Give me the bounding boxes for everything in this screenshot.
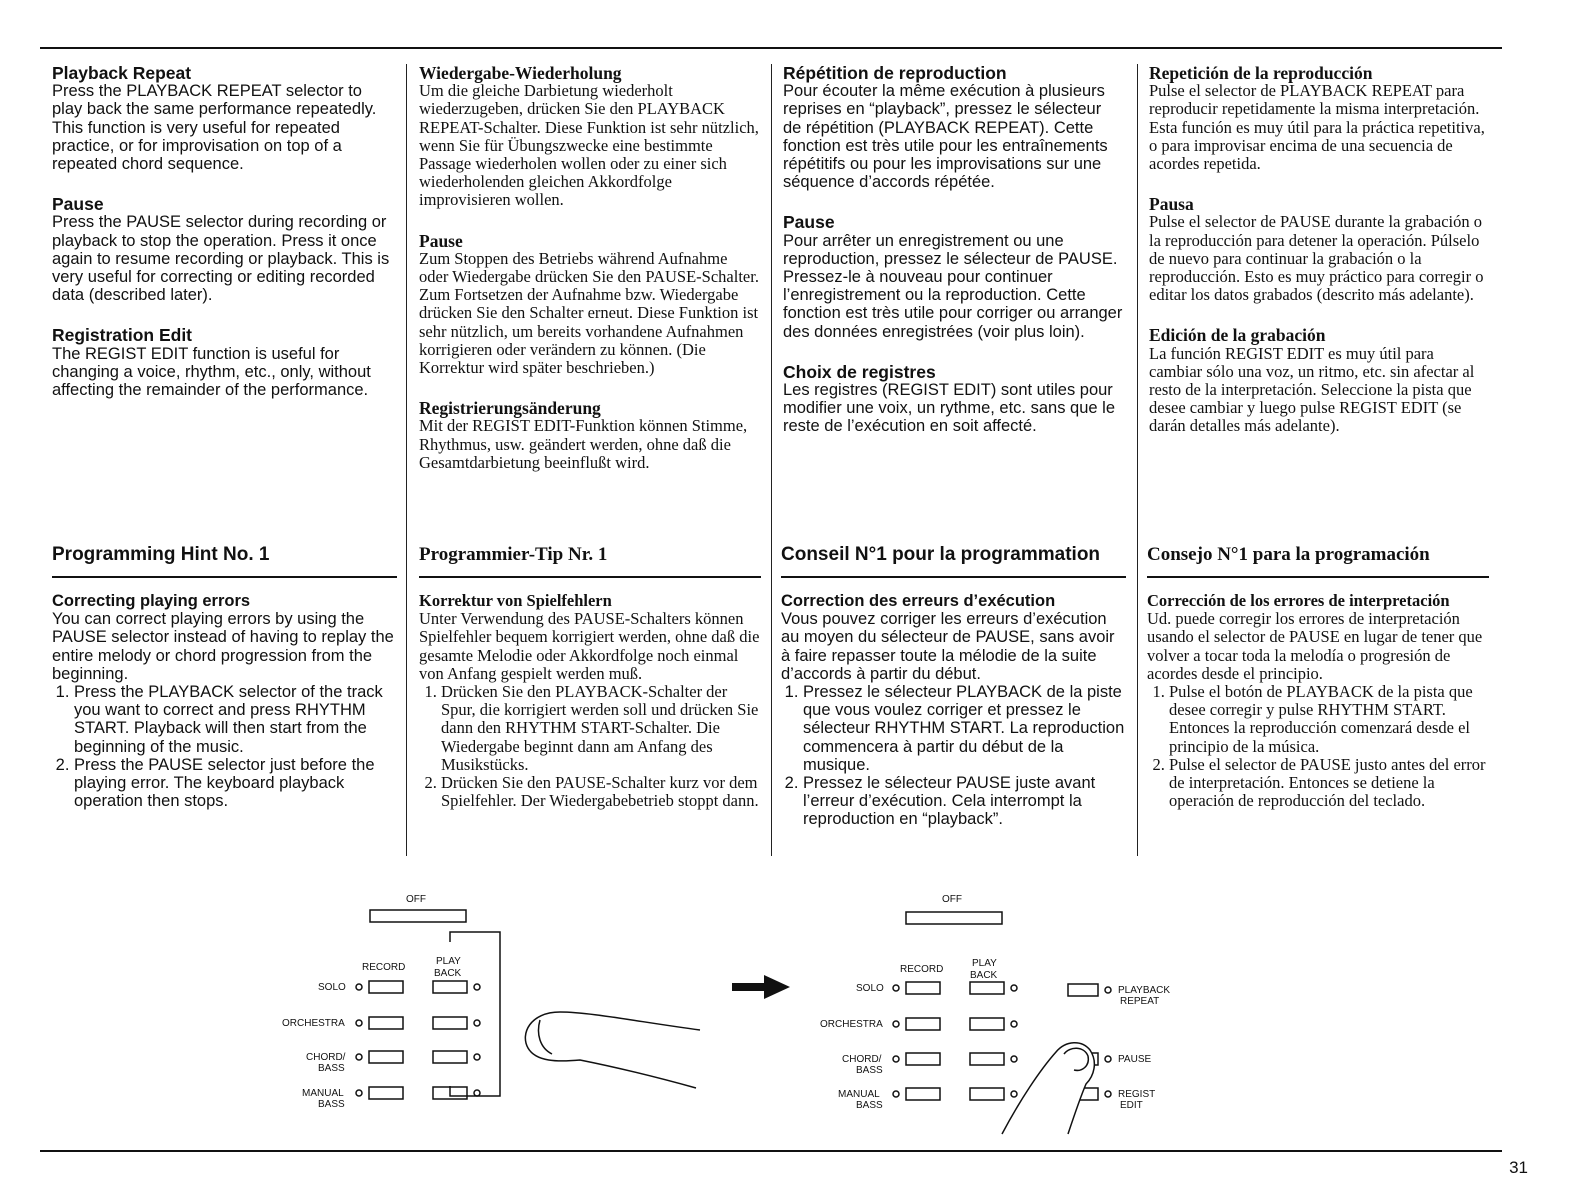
off-label: OFF bbox=[406, 894, 426, 905]
section-heading: Registrierungsänderung bbox=[419, 398, 601, 419]
off-button bbox=[906, 912, 1002, 924]
right-label: EDIT bbox=[1120, 1100, 1143, 1111]
section-body: Pour écouter la même exécution à plusieurs reprises en “playback”, pressez le sélecteur de répétition (PLAYBACK REPEAT). Cette fonction est très utile pour les entraînements répétitifs ou pour les improvisations sur une séquence d’accords répétée. bbox=[783, 82, 1108, 192]
column-english bbox=[52, 64, 392, 421]
record-label: RECORD bbox=[362, 962, 406, 973]
off-label: OFF bbox=[942, 894, 962, 905]
top-rule bbox=[40, 47, 1502, 49]
led bbox=[893, 1056, 899, 1062]
hint-title: Programming Hint No. 1 bbox=[52, 544, 397, 578]
row-label: MANUAL bbox=[838, 1089, 880, 1100]
playback-button bbox=[970, 1018, 1004, 1030]
record-button bbox=[369, 1051, 403, 1063]
hint-intro: You can correct playing errors by using the PAUSE selector instead of having to replay the entire melody or chord progression from the beginning. bbox=[52, 610, 394, 683]
led bbox=[893, 1091, 899, 1097]
section-heading: Registration Edit bbox=[52, 325, 193, 346]
bottom-rule bbox=[40, 1150, 1502, 1152]
section bbox=[783, 213, 1123, 340]
page-number: 31 bbox=[1509, 1158, 1528, 1177]
section-heading: Choix de registres bbox=[783, 361, 936, 382]
playback-button bbox=[433, 981, 467, 993]
section-body: Um die gleiche Darbietung wiederholt wiederzugeben, drücken Sie den PLAYBACK REPEAT-Schalter. Diese Funktion ist sehr nützlich, wenn Sie für Übungszwecke eine bestimmte Passage wiederholen wollen oder zu einer sich wiederholenden gleichen Akkordfolge improvisieren wollen. bbox=[419, 81, 759, 210]
hint-title: Consejo N°1 para la programación bbox=[1147, 544, 1489, 578]
hint-steps bbox=[419, 683, 761, 810]
section-heading: Playback Repeat bbox=[52, 63, 192, 83]
section-heading: Pause bbox=[52, 194, 104, 215]
hint-title: Programmier-Tip Nr. 1 bbox=[419, 544, 761, 578]
row-label: BASS bbox=[856, 1100, 883, 1111]
section bbox=[783, 363, 1123, 436]
separator-3 bbox=[1137, 64, 1138, 856]
section-heading: Edición de la grabación bbox=[1149, 325, 1326, 346]
section bbox=[1149, 195, 1489, 304]
section bbox=[783, 64, 1123, 191]
hint-intro: Unter Verwendung des PAUSE-Schalters können Spielfehler bequem korrigiert werden, ohne daß die gesamte Melodie oder Akkordfolge noch einmal von Anfang gespielt werden muß. bbox=[419, 609, 760, 683]
section-body: Pulse el selector de PAUSE durante la grabación o la reproducción para detener la operación. Púlselo de nuevo para continuar la grabación o la reproducción. Esto es muy práctico para corregir o editar los datos grabados (descrito más adelante). bbox=[1149, 212, 1484, 305]
section-heading: Répétition de reproduction bbox=[783, 63, 1007, 83]
record-button bbox=[369, 1087, 403, 1099]
led bbox=[474, 1020, 480, 1026]
hint-title: Conseil N°1 pour la programmation bbox=[781, 544, 1126, 578]
record-button bbox=[906, 1088, 940, 1100]
hint-intro: Ud. puede corregir los errores de interpretación usando el selector de PAUSE en lugar de tener que volver a tocar toda la melodía o progresión de acordes desde el principio. bbox=[1147, 609, 1483, 683]
hint-steps bbox=[1147, 683, 1489, 810]
section-heading: Repetición de la reproducción bbox=[1149, 63, 1373, 83]
separator-2 bbox=[771, 64, 772, 856]
finger-icon bbox=[525, 1012, 700, 1088]
hint-step: 1. Press the PLAYBACK selector of the track you want to correct and press RHYTHM START. Playback will then start from the beginning of the music. bbox=[74, 683, 397, 756]
hint-english bbox=[52, 544, 397, 810]
row-label: CHORD/ bbox=[306, 1052, 346, 1063]
hint-steps bbox=[781, 683, 1126, 829]
separator-1 bbox=[406, 64, 407, 856]
column-german bbox=[419, 64, 759, 494]
hint-step: 1. Drücken Sie den PLAYBACK-Schalter der Spur, die korrigiert werden soll und drücken Sie dann den RHYTHM START-Schalter. Die Wiedergabe beginnt dann am Anfang des Musikstücks. bbox=[441, 683, 761, 774]
hint-step: 1. Pulse el botón de PLAYBACK de la pista que desee corregir y pulse RHYTHM START. Entonces la reproducción comenzará desde el principio de la música. bbox=[1169, 683, 1489, 756]
section bbox=[1149, 326, 1489, 435]
led bbox=[356, 1020, 362, 1026]
record-button bbox=[369, 1017, 403, 1029]
led bbox=[474, 984, 480, 990]
section-body: La función REGIST EDIT es muy útil para cambiar sólo una voz, un ritmo, etc. sin afectar al resto de la interpretación. Seleccione la pista que desee cambiar y luego pulse REGIST EDIT (se darán detalles más adelante). bbox=[1149, 343, 1475, 436]
playback-repeat-button bbox=[1068, 984, 1098, 996]
playback-button bbox=[433, 1051, 467, 1063]
section-body: Press the PLAYBACK REPEAT selector to play back the same performance repeatedly. This function is very useful for repeated practice, or for improvisation on top of a repeated chord sequence. bbox=[52, 82, 377, 174]
hint-subheading: Correction des erreurs d’exécution bbox=[781, 592, 1056, 610]
record-label: RECORD bbox=[900, 964, 944, 975]
hint-steps bbox=[52, 683, 397, 810]
arrow-icon bbox=[732, 975, 790, 999]
hint-step: 2. Press the PAUSE selector just before the playing error. The keyboard playback operation then stops. bbox=[74, 756, 397, 811]
section-heading: Pause bbox=[783, 212, 835, 233]
record-button bbox=[906, 1018, 940, 1030]
back-label: BACK bbox=[434, 968, 462, 979]
hint-german bbox=[419, 544, 761, 810]
row-label: SOLO bbox=[318, 982, 346, 993]
row-label: BASS bbox=[318, 1063, 345, 1074]
playback-button bbox=[970, 982, 1004, 994]
record-button bbox=[906, 982, 940, 994]
row-label: CHORD/ bbox=[842, 1054, 882, 1065]
hint-step: 2. Pressez le sélecteur PAUSE juste avant l’erreur d’exécution. Cela interrompt la reproduction en “playback”. bbox=[803, 774, 1126, 829]
play-label: PLAY bbox=[436, 956, 461, 967]
section-heading: Pause bbox=[419, 230, 463, 251]
section bbox=[52, 64, 392, 173]
play-label: PLAY bbox=[972, 958, 997, 969]
playback-button bbox=[970, 1088, 1004, 1100]
playback-button bbox=[970, 1053, 1004, 1065]
section bbox=[419, 232, 759, 378]
right-label: REGIST bbox=[1118, 1089, 1156, 1100]
hint-subheading: Korrektur von Spielfehlern bbox=[419, 591, 612, 610]
hint-step: 2. Pulse el selector de PAUSE justo antes del error de interpretación. Entonces se detiene la operación de reproducción del teclado. bbox=[1169, 756, 1489, 811]
section-body: Les registres (REGIST EDIT) sont utiles pour modifier une voix, un rythme, etc. sans que le reste de l’exécution en soit affecté. bbox=[783, 381, 1115, 436]
playback-button bbox=[433, 1017, 467, 1029]
section bbox=[419, 64, 759, 210]
led bbox=[356, 984, 362, 990]
hint-spanish bbox=[1147, 544, 1489, 810]
hint-intro: Vous pouvez corriger les erreurs d’exécution au moyen du sélecteur de PAUSE, sans avoir à faire repasser toute la mélodie de la suite d’accords à partir du début. bbox=[781, 610, 1115, 683]
led bbox=[1105, 987, 1111, 993]
section bbox=[1149, 64, 1489, 173]
hint-subheading: Corrección de los errores de interpretación bbox=[1147, 591, 1450, 610]
right-label: REPEAT bbox=[1120, 996, 1160, 1007]
column-french bbox=[783, 64, 1123, 458]
section-body: Pour arrêter un enregistrement ou une reproduction, pressez le sélecteur de PAUSE. Pressez-le à nouveau pour continuer l’enregistrement ou la reproduction. Cette fonction est très utile pour corriger ou arranger des données enregistrées (voir plus loin). bbox=[783, 231, 1123, 341]
led bbox=[893, 985, 899, 991]
led bbox=[1011, 1056, 1017, 1062]
section bbox=[419, 399, 759, 472]
hint-step: 1. Pressez le sélecteur PLAYBACK de la piste que vous voulez corriger et pressez le sélecteur RHYTHM START. La reproduction commencera à partir du début de la musique. bbox=[803, 683, 1126, 774]
row-label: BASS bbox=[318, 1099, 345, 1110]
section bbox=[52, 195, 392, 304]
right-label: PAUSE bbox=[1118, 1054, 1152, 1065]
hint-step: 2. Drücken Sie den PAUSE-Schalter kurz vor dem Spielfehler. Der Wiedergabebetrieb stoppt dann. bbox=[441, 774, 761, 810]
led bbox=[1105, 1091, 1111, 1097]
hint-french bbox=[781, 544, 1126, 829]
led bbox=[356, 1054, 362, 1060]
led bbox=[474, 1054, 480, 1060]
row-label: BASS bbox=[856, 1065, 883, 1076]
section bbox=[52, 326, 392, 399]
section-body: Mit der REGIST EDIT-Funktion können Stimme, Rhythmus, usw. geändert werden, ohne daß die Gesamtdarbietung beeinflußt wird. bbox=[419, 416, 748, 472]
led bbox=[1105, 1056, 1111, 1062]
section-body: Zum Stoppen des Betriebs während Aufnahme oder Wiedergabe drücken Sie den PAUSE-Schalter. Zum Fortsetzen der Aufnahme bzw. Wiedergabe drücken Sie den Schalter erneut. Diese Funktion ist sehr nützlich, um bereits vorhandene Aufnahmen korrigieren oder verändern zu können. (Die Korrektur wird später beschrieben.) bbox=[419, 248, 759, 378]
row-label: ORCHESTRA bbox=[282, 1018, 345, 1029]
led bbox=[474, 1090, 480, 1096]
row-label: ORCHESTRA bbox=[820, 1019, 883, 1030]
record-button bbox=[369, 981, 403, 993]
led bbox=[893, 1021, 899, 1027]
row-label: SOLO bbox=[856, 983, 884, 994]
column-spanish bbox=[1149, 64, 1489, 458]
off-button bbox=[370, 910, 466, 922]
record-button bbox=[906, 1053, 940, 1065]
section-heading: Wiedergabe-Wiederholung bbox=[419, 63, 622, 83]
led bbox=[1011, 1021, 1017, 1027]
panel-diagram bbox=[0, 880, 1580, 1140]
panel-before bbox=[282, 894, 700, 1110]
row-label: MANUAL bbox=[302, 1088, 344, 1099]
hint-subheading: Correcting playing errors bbox=[52, 592, 251, 610]
panel-after bbox=[820, 894, 1170, 1134]
led bbox=[356, 1090, 362, 1096]
section-heading: Pausa bbox=[1149, 194, 1194, 215]
section-body: The REGIST EDIT function is useful for changing a voice, rhythm, etc., only, without affecting the remainder of the performance. bbox=[52, 344, 371, 400]
led bbox=[1011, 1091, 1017, 1097]
led bbox=[1011, 985, 1017, 991]
right-label: PLAYBACK bbox=[1118, 985, 1171, 996]
back-label: BACK bbox=[970, 970, 998, 981]
section-body: Press the PAUSE selector during recording or playback to stop the operation. Press it once again to resume recording or playback. This is very useful for correcting or editing recorded data (described later). bbox=[52, 213, 390, 305]
section-body: Pulse el selector de PLAYBACK REPEAT para reproducir repetidamente la misma interpretación. Esta función es muy útil para la práctica repetitiva, o para improvisar encima de una secuencia de acordes repetida. bbox=[1149, 81, 1485, 174]
